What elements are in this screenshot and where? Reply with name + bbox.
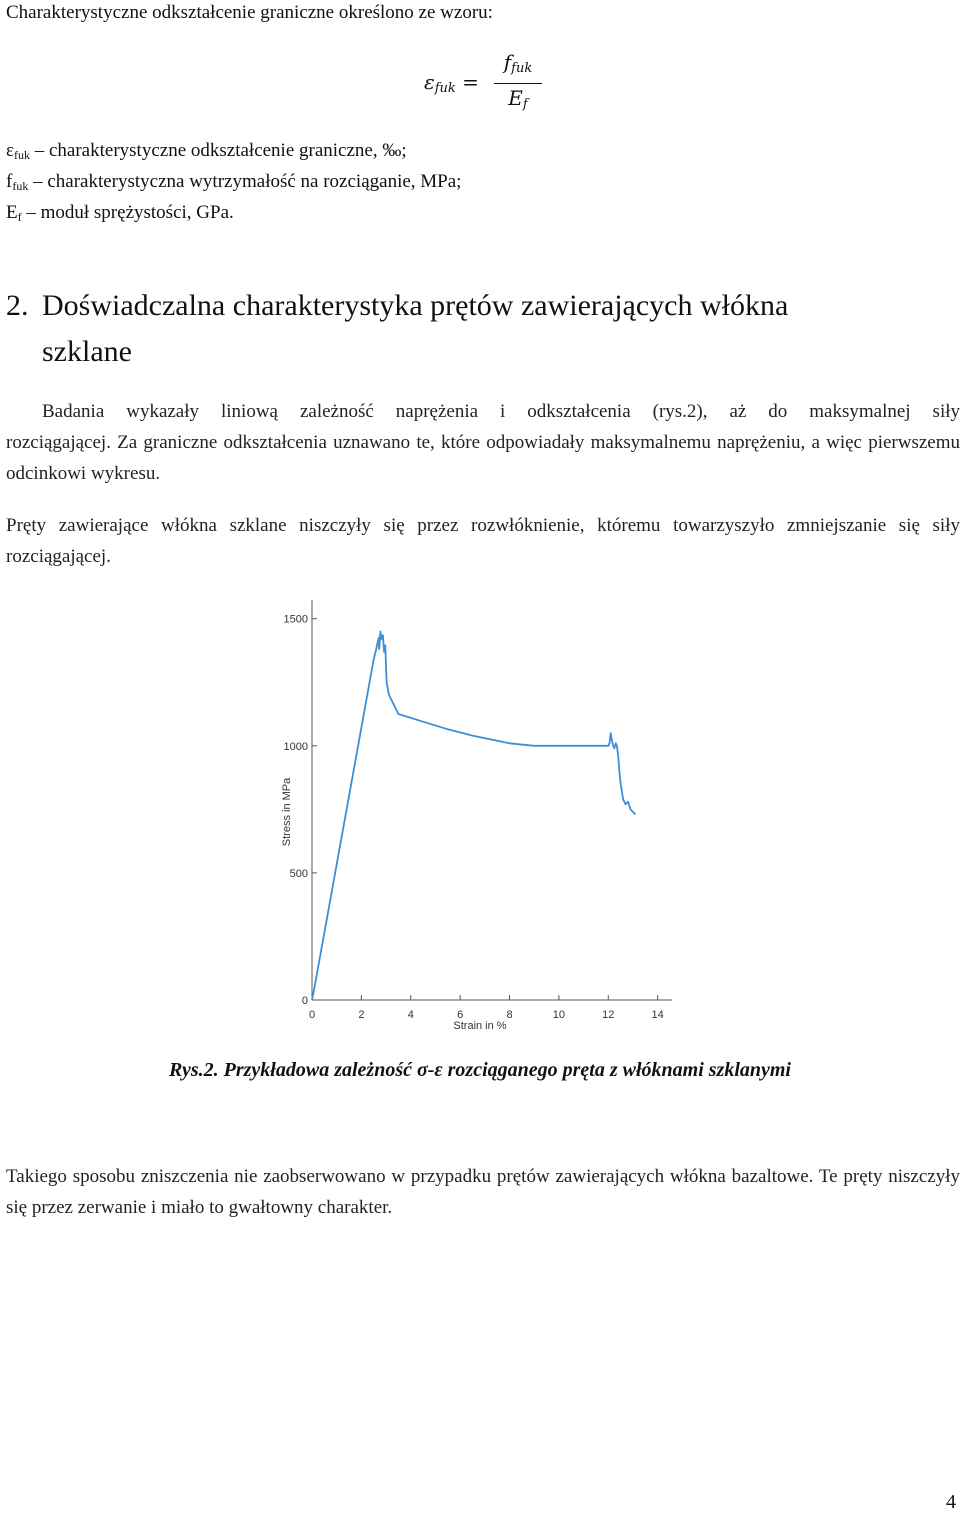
- legend-item-strain: [6, 140, 407, 166]
- formula-denominator: [496, 84, 540, 119]
- formula-den-symbol: E: [508, 86, 523, 110]
- formula-numerator: [496, 48, 540, 83]
- legend-item-modulus: [6, 202, 234, 228]
- formula-lhs-symbol: ε: [424, 70, 435, 94]
- paragraph-2: Pręty zawierające włókna szklane niszczyły się przez rozwłóknienie, któremu towarzyszyło zmniejszanie się siły rozciągającej.: [6, 515, 960, 567]
- legend-desc: – charakterystyczne odkształcenie graniczne, ‰;: [29, 140, 407, 161]
- legend-symbol: ε: [6, 140, 14, 161]
- paragraph-3: Takiego sposobu zniszczenia nie zaobserwowano w przypadku prętów zawierających włókna bazaltowe. Te pręty niszczyły się przez zerwanie i miało to gwałtowny charakter.: [6, 1166, 960, 1218]
- stress-strain-curve: [312, 631, 635, 1000]
- intro-text: Charakterystyczne odkształcenie graniczne określono ze wzoru:: [6, 2, 493, 23]
- formula-num-sub: fuk: [511, 61, 533, 76]
- y-tick-label: 500: [289, 867, 308, 880]
- figure-caption: Rys.2. Przykładowa zależność σ-ε rozciąganego pręta z włóknami szklanymi: [169, 1059, 791, 1081]
- chart-ticks: [284, 614, 664, 1021]
- chart-axes: [312, 600, 672, 1000]
- x-tick-label: 6: [457, 1009, 464, 1021]
- x-tick-label: 4: [407, 1009, 414, 1021]
- x-tick-label: 0: [308, 1009, 316, 1021]
- section-title-line2: szklane: [42, 335, 132, 368]
- x-tick-label: 8: [506, 1009, 513, 1021]
- formula-lhs: [424, 70, 479, 96]
- page-number: 4: [946, 1491, 956, 1513]
- y-tick-label: 0: [301, 995, 308, 1007]
- formula-fraction: [496, 48, 540, 119]
- legend-sub: f: [17, 210, 22, 224]
- section-heading: [6, 283, 946, 375]
- x-tick-label: 14: [651, 1009, 664, 1021]
- formula-num-symbol: f: [503, 50, 512, 74]
- formula-equals: =: [462, 70, 479, 94]
- paragraph-1-rest: rozciągającej. Za graniczne odkształcenia uznawano te, które odpowiadały maksymalnemu naprężeniu, a więc pierwszemu odcinkowi wykresu.: [6, 432, 960, 484]
- section-number: 2.: [6, 289, 29, 322]
- x-tick-label: 10: [552, 1009, 566, 1021]
- legend-desc: – moduł sprężystości, GPa.: [21, 202, 234, 223]
- y-tick-label: 1500: [283, 613, 308, 626]
- chart-series: [312, 631, 635, 1000]
- legend-symbol: E: [6, 202, 18, 223]
- y-axis-label: Stress in MPa: [281, 777, 293, 847]
- legend-sub: fuk: [13, 148, 30, 162]
- y-tick-label: 1000: [283, 740, 308, 753]
- legend-item-strength: [6, 171, 461, 197]
- legend-symbol: f: [6, 171, 13, 192]
- section-title-line1: Doświadczalna charakterystyka prętów zawierających włókna: [42, 289, 789, 322]
- x-tick-label: 2: [358, 1009, 365, 1021]
- legend-desc: – charakterystyczna wytrzymałość na rozciąganie, MPa;: [28, 171, 462, 192]
- x-tick-label: 12: [602, 1009, 615, 1021]
- formula-lhs-sub: fuk: [434, 81, 456, 96]
- paragraph-1-first-line: Badania wykazały liniową zależność naprężenia i odkształcenia (rys.2), aż do maksymalnej siły: [42, 401, 960, 422]
- legend-sub: fuk: [12, 179, 29, 193]
- stress-strain-chart: [270, 600, 690, 1040]
- x-axis-label: Strain in %: [453, 1020, 507, 1032]
- formula-den-sub: f: [522, 97, 528, 112]
